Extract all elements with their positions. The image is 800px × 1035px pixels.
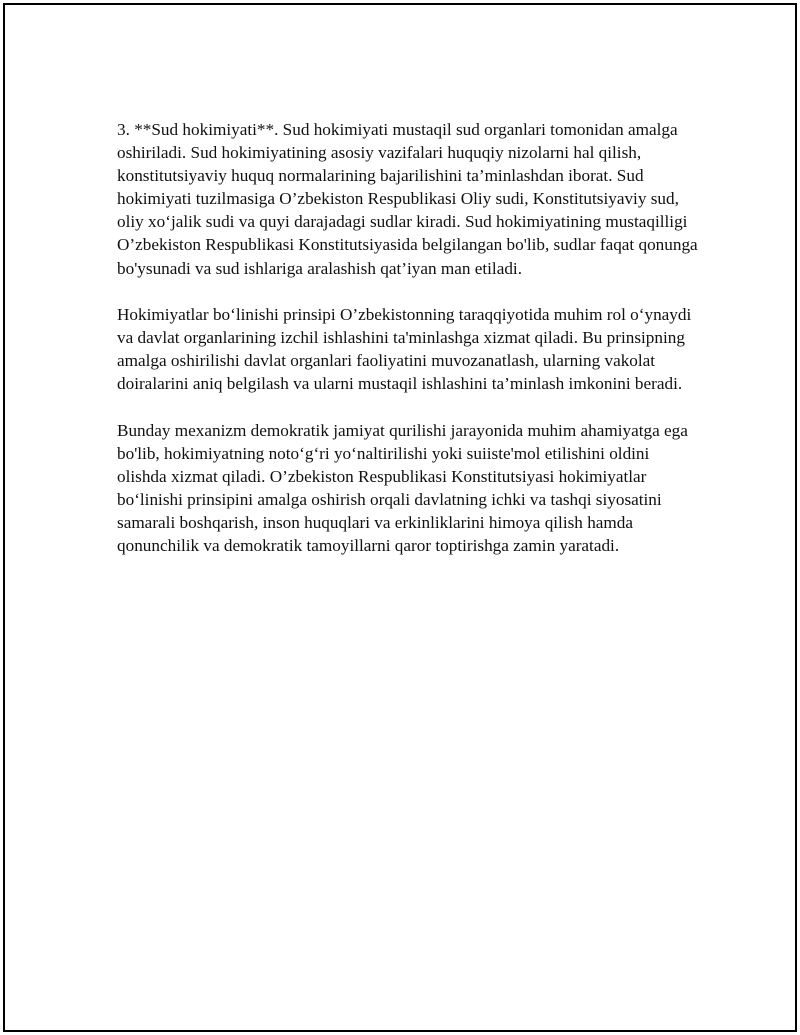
paragraph-separation-principle: Hokimiyatlar bo‘linishi prinsipi O’zbekistonning taraqqiyotida muhim rol o‘ynaydi va davlat organlarining izchil ishlashini ta'minlashga xizmat qiladi. Bu prinsipning amalga oshirilishi davlat organlari faoliyatini muvozanatlash, ularning vakolat doiralarini aniq belgilash va ularni mustaqil ishlashini ta’minlash imkonini beradi. [117, 305, 692, 394]
paragraph-mechanism: Bunday mexanizm demokratik jamiyat qurilishi jarayonida muhim ahamiyatga ega bo'lib, hokimiyatning noto‘g‘ri yo‘naltirilishi yoki suiiste'mol etilishini oldini olishda xizmat qiladi. O’zbekiston Respublikasi Konstitutsiyasi hokimiyatlar bo‘linishi prinsipini amalga oshirish orqali davlatning ichki va tashqi siyosatini samarali boshqarish, inson huquqlari va erkinliklarini himoya qilish hamda qonunchilik va demokratik tamoyillarni qaror toptirishga zamin yaratadi. [117, 420, 688, 556]
document-body [117, 118, 702, 581]
paragraph-judicial-power: 3. **Sud hokimiyati**. Sud hokimiyati mustaqil sud organlari tomonidan amalga oshiriladi. Sud hokimiyatining asosiy vazifalari huquqiy nizolarni hal qilish, konstitutsiyaviy huquq normalarining bajarilishini ta’minlashdan iborat. Sud hokimiyati tuzilmasiga O’zbekiston Respublikasi Oliy sudi, Konstitutsiyaviy sud, oliy xo‘jalik sudi va quyi darajadagi sudlar kiradi. Sud hokimiyatining mustaqilligi O’zbekiston Respublikasi Konstitutsiyasida belgilangan bo'lib, sudlar faqat qonunga bo'ysunadi va sud ishlariga aralashish qat’iyan man etiladi. [117, 120, 698, 278]
